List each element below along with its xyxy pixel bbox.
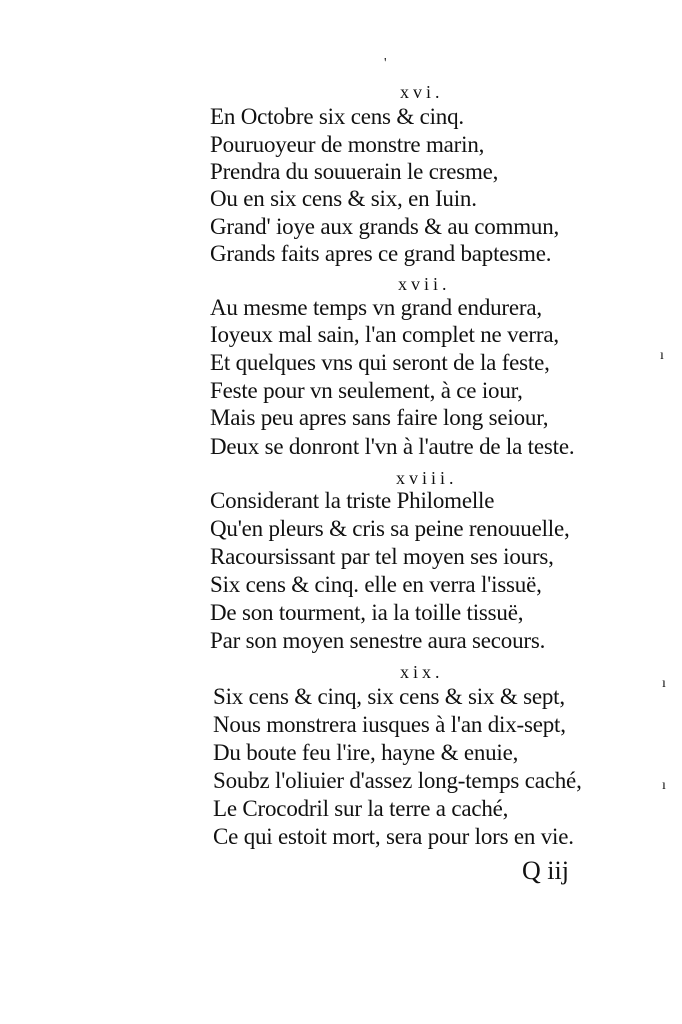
verse-line: Deux se donront l'vn à l'autre de la teste.	[210, 434, 575, 459]
verse-line: Ioyeux mal sain, l'an complet ne verra,	[210, 322, 559, 347]
verse-line: En Octobre six cens & cinq.	[210, 104, 464, 129]
verse-line: Grands faits apres ce grand baptesme.	[210, 241, 552, 266]
verse-line: Pouruoyeur de monstre marin,	[210, 132, 485, 157]
stanza-number-16: xvi.	[400, 82, 444, 102]
verse-line: Grand' ioye aux grands & au commun,	[210, 214, 560, 239]
verse-line: Six cens & cinq. elle en verra l'issuë,	[210, 572, 542, 597]
signature-mark: Q iij	[522, 856, 569, 885]
margin-speck: '	[384, 56, 387, 71]
margin-speck: ı	[662, 676, 666, 691]
verse-line: Qu'en pleurs & cris sa peine renouuelle,	[210, 516, 570, 541]
verse-line: Prendra du souuerain le cresme,	[210, 159, 499, 184]
verse-line: Mais peu apres sans faire long seiour,	[210, 405, 549, 430]
verse-line: Feste pour vn seulement, à ce iour,	[210, 378, 523, 403]
verse-line: Et quelques vns qui seront de la feste,	[210, 350, 550, 375]
verse-line: Ce qui estoit mort, sera pour lors en vie.	[213, 824, 574, 849]
verse-line: Ou en six cens & six, en Iuin.	[210, 186, 477, 211]
verse-line: Nous monstrera iusques à l'an dix-sept,	[213, 712, 566, 737]
verse-line: Le Crocodril sur la terre a caché,	[213, 796, 509, 821]
verse-line: Racoursissant par tel moyen ses iours,	[210, 544, 554, 569]
verse-line: Six cens & cinq, six cens & six & sept,	[213, 684, 565, 709]
verse-line: Du boute feu l'ire, hayne & enuie,	[213, 740, 519, 765]
verse-line: Considerant la triste Philomelle	[210, 488, 495, 513]
margin-speck: ı	[662, 778, 666, 793]
stanza-number-17: xvii.	[398, 274, 451, 294]
verse-line: Au mesme temps vn grand endurera,	[210, 295, 542, 320]
verse-line: Soubz l'oliuier d'assez long-temps caché,	[213, 768, 582, 793]
margin-speck: ı	[660, 348, 664, 363]
stanza-number-19: xix.	[400, 662, 444, 682]
verse-line: Par son moyen senestre aura secours.	[210, 628, 546, 653]
verse-line: De son tourment, ia la toille tissuë,	[210, 600, 524, 625]
stanza-number-18: xviii.	[396, 468, 458, 488]
